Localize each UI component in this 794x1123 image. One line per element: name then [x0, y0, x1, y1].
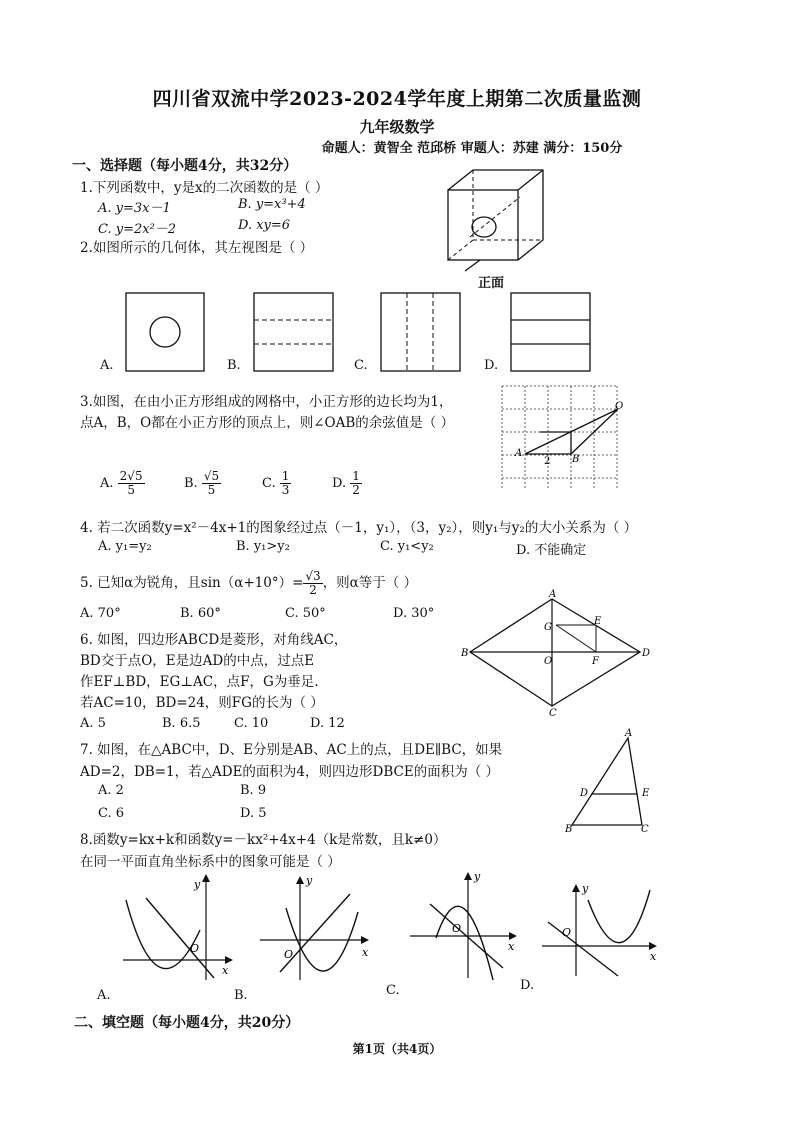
q6-option-b: B. 6.5 [162, 716, 201, 731]
q4-option-c: C. y₁<y₂ [380, 539, 434, 554]
q2-option-c: C. [354, 358, 368, 373]
q4-option-d: D. 不能确定 [516, 543, 587, 558]
q6-line2: BD交于点O，E是边AD的中点，过点E [80, 653, 315, 669]
q5-option-d: D. 30° [393, 606, 435, 621]
q5-fraction [303, 570, 322, 597]
front-view-label: 正面 [478, 276, 505, 291]
q3-option-d-letter: D. [332, 476, 347, 491]
q3-option-b [184, 470, 221, 497]
q6-label-o: O [544, 656, 553, 667]
q3-option-b-fraction [202, 470, 221, 497]
q1-option-d: D. xy=6 [238, 218, 291, 233]
q8-b-origin: O [284, 948, 294, 961]
q7-label-e: E [642, 788, 650, 799]
q2-stem: 2.如图所示的几何体，其左视图是（ ） [80, 240, 314, 256]
q6-label-f: F [592, 656, 599, 667]
q7-option-b: B. 9 [240, 783, 267, 798]
q2-option-b: B. [227, 358, 241, 373]
q3-label-b: B [572, 454, 580, 465]
q8-c-y-label: y [474, 870, 481, 883]
q8-graph-b [258, 872, 378, 987]
q6-option-c: C. 10 [234, 716, 269, 731]
q3-a-numerator: 2√5 [119, 469, 143, 483]
q6-label-d: D [642, 648, 651, 659]
q2-option-a: A. [100, 358, 114, 373]
page-footer: 第1页（共4页） [352, 1042, 442, 1056]
q7-line1: 7. 如图，在△ABC中，D、E分别是AB、AC上的点，且DE∥BC，如果 [80, 742, 503, 758]
q3-label-o: O [615, 401, 624, 412]
q8-d-origin: O [562, 926, 572, 939]
q4-option-b: B. y₁>y₂ [236, 539, 290, 554]
q3-a-denominator: 5 [127, 483, 135, 497]
q6-option-a: A. 5 [80, 716, 106, 731]
q8-b-y-label: y [306, 874, 313, 887]
q8-graph-a [118, 870, 238, 985]
q7-label-d: D [580, 788, 589, 799]
q3-c-denominator: 3 [281, 483, 290, 497]
q8-option-a: A. [97, 988, 111, 1003]
q3-option-a [100, 470, 145, 497]
q7-triangle-figure [565, 730, 660, 835]
q8-b-x-label: x [362, 946, 369, 959]
q2-solid-figure [440, 165, 560, 275]
q8-a-origin: O [190, 942, 200, 955]
q8-option-d: D. [520, 978, 535, 993]
q5-stem-a: 5. 已知α为锐角，且sin（α+10°）= [80, 575, 304, 591]
q8-c-origin: O [452, 922, 462, 935]
q3-b-numerator: √5 [203, 469, 220, 483]
q5-denominator: 2 [309, 583, 317, 597]
q7-option-c: C. 6 [98, 806, 125, 821]
q6-label-e: E [594, 616, 602, 627]
q8-c-x-label: x [508, 940, 515, 953]
q3-stem-line1: 3.如图，在由小正方形组成的网格中，小正方形的边长均为1， [80, 394, 453, 410]
q3-option-a-letter: A. [100, 476, 114, 491]
q7-label-c: C [641, 824, 649, 835]
q5-numerator: √3 [305, 569, 321, 583]
q6-line1: 6. 如图，四边形ABCD是菱形，对角线AC， [80, 632, 348, 648]
q8-d-y-label: y [582, 882, 589, 895]
q8-graph-d [540, 880, 670, 980]
q3-option-b-letter: B. [184, 476, 198, 491]
q8-option-b: B. [234, 988, 248, 1003]
q3-label-two: 2 [544, 456, 551, 467]
q2-option-a-view [125, 292, 205, 374]
q5-option-c: C. 50° [285, 606, 326, 621]
q1-option-a: A. y=3x－1 [98, 201, 171, 216]
q7-line2: AD=2，DB=1，若△ADE的面积为4，则四边形DBCE的面积为（ ） [80, 764, 499, 780]
q8-d-x-label: x [650, 950, 657, 963]
q3-option-d [332, 470, 362, 497]
q2-option-d: D. [484, 358, 499, 373]
q6-rhombus-figure [460, 589, 660, 719]
q3-c-numerator: 1 [281, 469, 290, 483]
q3-option-d-fraction [350, 470, 362, 497]
q6-line3: 作EF⊥BD，EG⊥AC，点F，G为垂足. [80, 674, 319, 690]
section-choice-heading: 一、选择题（每小题4分，共32分） [72, 158, 298, 174]
q5-option-b: B. 60° [180, 606, 221, 621]
q1-option-c: C. y=2x²－2 [98, 222, 177, 237]
q3-label-a: A [515, 448, 523, 459]
q4-option-a: A. y₁=y₂ [98, 539, 152, 554]
q5-option-a: A. 70° [80, 606, 121, 621]
q1-option-b: B. y=x³+4 [238, 197, 306, 212]
q2-option-b-view [253, 292, 335, 374]
q3-option-c-letter: C. [262, 476, 276, 491]
page-title: 四川省双流中学2023-2024学年度上期第二次质量监测 [152, 88, 642, 110]
q6-label-g: G [544, 622, 552, 633]
q3-option-a-fraction [118, 470, 145, 497]
q3-grid-figure [502, 386, 622, 501]
q6-label-c: C [549, 708, 557, 719]
q3-b-denominator: 5 [207, 483, 216, 497]
q6-label-b: B [461, 648, 469, 659]
q6-line4: 若AC=10，BD=24，则FG的长为（ ） [80, 695, 324, 711]
q1-stem: 1.下列函数中，y是x的二次函数的是（ ） [80, 180, 329, 196]
q8-line2: 在同一平面直角坐标系中的图象可能是（ ） [80, 854, 341, 870]
q3-stem-line2: 点A，B，O都在小正方形的顶点上，则∠OAB的余弦值是（ ） [80, 415, 455, 431]
q5-stem-b: ，则α等于（ ） [322, 575, 418, 591]
q8-option-c: C. [386, 983, 400, 998]
q3-option-c [262, 470, 291, 497]
q7-label-a: A [625, 728, 633, 739]
q8-line1: 8.函数y=kx+k和函数y=－kx²+4x+4（k是常数，且k≠0） [80, 832, 447, 848]
q2-option-d-view [510, 292, 592, 374]
q3-option-c-fraction [280, 470, 292, 497]
authors-line: 命题人：黄智全 范邱桥 审题人：苏建 满分：150分 [321, 141, 623, 156]
q5-stem [80, 570, 417, 597]
q3-d-numerator: 1 [352, 469, 360, 483]
q3-d-denominator: 2 [352, 483, 360, 497]
subject-title: 九年级数学 [359, 118, 435, 136]
q8-a-y-label: y [194, 878, 201, 891]
q2-option-c-view [380, 292, 462, 374]
q4-stem: 4. 若二次函数y=x²－4x+1的图象经过点（－1，y₁），（3，y₂），则y₁与y₂的大小关系为（ ） [80, 520, 638, 536]
q8-a-x-label: x [222, 964, 229, 977]
q8-graph-c [408, 868, 528, 983]
q6-label-a: A [549, 589, 557, 600]
q7-label-b: B [565, 824, 573, 835]
q6-option-d: D. 12 [310, 716, 345, 731]
q7-option-d: D. 5 [240, 806, 267, 821]
section-fill-heading: 二、填空题（每小题4分，共20分） [74, 1015, 300, 1031]
q7-option-a: A. 2 [98, 783, 124, 798]
